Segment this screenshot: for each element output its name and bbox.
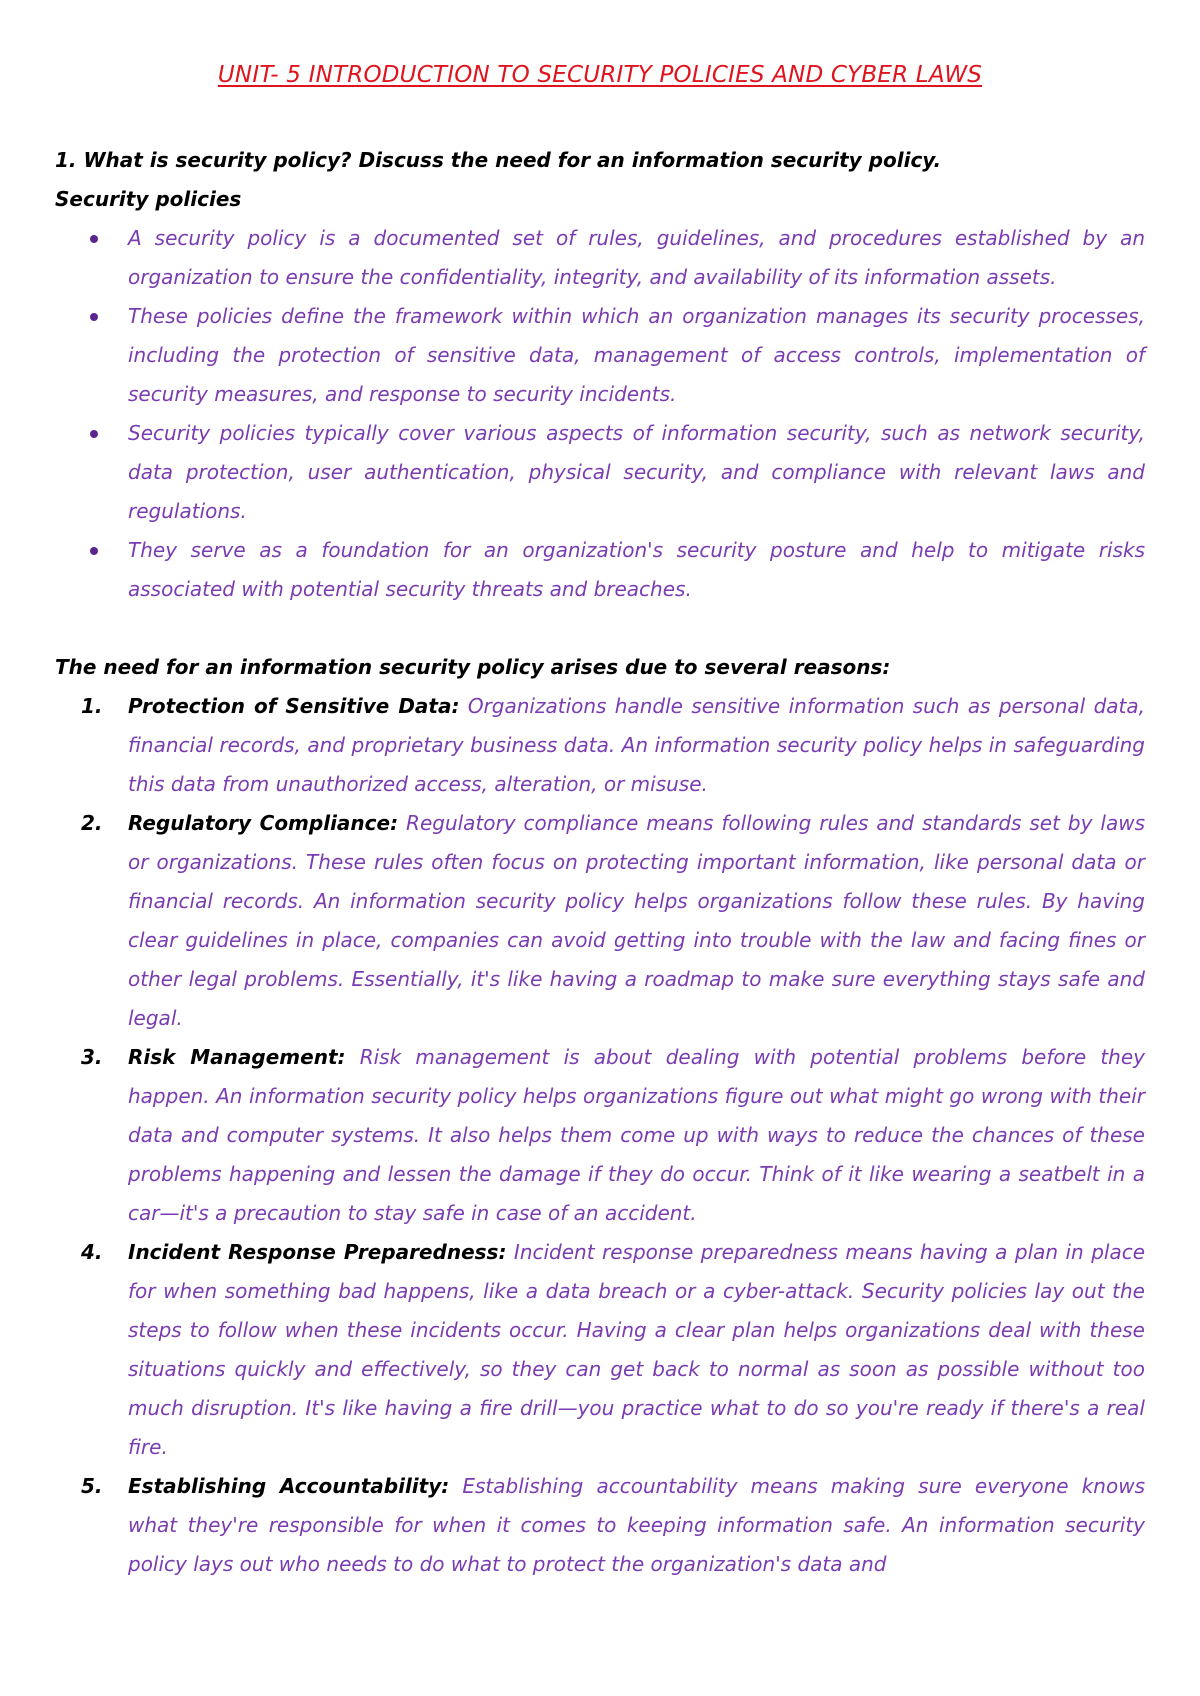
list-item-text: A security policy is a documented set of rules, guidelines, and procedures established by an organization to ensure the confidentiality, integrity, and availability of its information assets. <box>128 226 1145 289</box>
reasons-list <box>55 687 1145 1584</box>
reason-item <box>55 804 1145 1038</box>
list-item <box>55 531 1145 609</box>
reason-text: Risk management is about dealing with potential problems before they happen. An information security policy helps organizations figure out what might go wrong with their data and computer systems. It also helps them come up with ways to reduce the chances of these problems happening and lessen the damage if they do occur. Think of it like wearing a seatbelt in a car—it's a precaution to stay safe in case of an accident. <box>128 1045 1145 1225</box>
reason-number: 4. <box>81 1240 103 1264</box>
reason-item <box>55 687 1145 804</box>
reason-text: Organizations handle sensitive information such as personal data, financial records, and proprietary business data. An information security policy helps in safeguarding this data from unauthorized access, alteration, or misuse. <box>128 694 1145 796</box>
reason-term: Incident Response Preparedness: <box>128 1240 507 1264</box>
reason-term: Establishing Accountability: <box>128 1474 450 1498</box>
list-item <box>55 414 1145 531</box>
reason-text: Establishing accountability means making sure everyone knows what they're responsible for when it comes to keeping information safe. An information security policy lays out who needs to do what to protect the organization's data and <box>128 1474 1145 1576</box>
reason-text: Incident response preparedness means having a plan in place for when something bad happens, like a data breach or a cyber-attack. Security policies lay out the steps to follow when these incidents occur. Having a clear plan helps organizations deal with these situations quickly and effectively, so they can get back to normal as soon as possible without too much disruption. It's like having a fire drill—you practice what to do so you're ready if there's a real fire. <box>128 1240 1145 1459</box>
reason-term: Protection of Sensitive Data: <box>128 694 460 718</box>
bullet-icon <box>90 547 98 555</box>
reason-term: Regulatory Compliance: <box>128 811 399 835</box>
reason-item <box>55 1233 1145 1467</box>
reason-item <box>55 1038 1145 1233</box>
bullet-icon <box>90 430 98 438</box>
reason-number: 1. <box>81 694 103 718</box>
section-spacer <box>55 609 1145 648</box>
reason-item <box>55 1467 1145 1584</box>
question-heading: 1. What is security policy? Discuss the need for an information security policy. <box>55 148 942 172</box>
list-item-text: Security policies typically cover various aspects of information security, such as network security, data protection, user authentication, physical security, and compliance with relevant laws and regulations. <box>128 421 1145 523</box>
reason-number: 2. <box>81 811 103 835</box>
reason-term: Risk Management: <box>128 1045 346 1069</box>
section-heading-security-policies: Security policies <box>55 187 242 211</box>
list-item-text: They serve as a foundation for an organization's security posture and help to mitigate risks associated with potential security threats and breaches. <box>128 538 1145 601</box>
reason-text: Regulatory compliance means following rules and standards set by laws or organizations. These rules often focus on protecting important information, like personal data or financial records. An information security policy helps organizations follow these rules. By having clear guidelines in place, companies can avoid getting into trouble with the law and facing fines or other legal problems. Essentially, it's like having a roadmap to make sure everything stays safe and legal. <box>128 811 1145 1030</box>
security-policies-list <box>55 219 1145 609</box>
section-heading-need: The need for an information security policy arises due to several reasons: <box>55 655 891 679</box>
list-item <box>55 297 1145 414</box>
list-item <box>55 219 1145 297</box>
document-title: UNIT- 5 INTRODUCTION TO SECURITY POLICIES AND CYBER LAWS <box>217 62 983 88</box>
bullet-icon <box>90 235 98 243</box>
bullet-icon <box>90 313 98 321</box>
document-content <box>55 141 1145 1584</box>
reason-number: 5. <box>81 1474 103 1498</box>
reason-number: 3. <box>81 1045 103 1069</box>
list-item-text: These policies define the framework within which an organization manages its security processes, including the protection of sensitive data, management of access controls, implementation of security measures, and response to security incidents. <box>128 304 1145 406</box>
